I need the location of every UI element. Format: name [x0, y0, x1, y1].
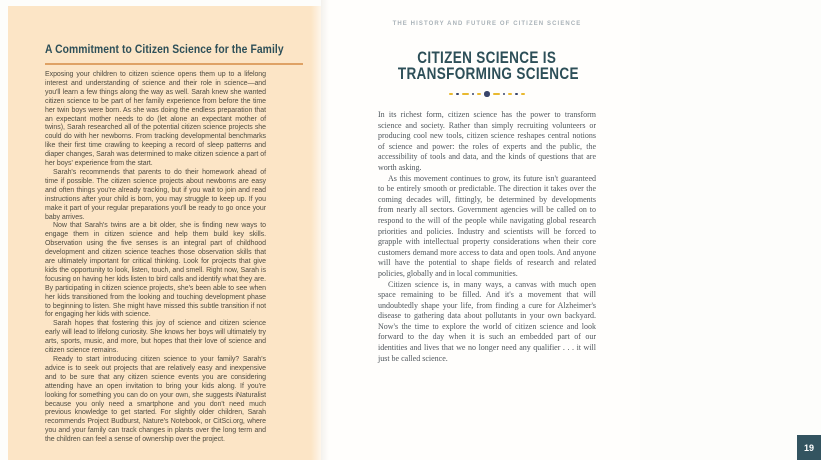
divider-dash-icon — [508, 93, 512, 95]
heading-rule — [45, 63, 303, 65]
divider-dot-icon — [503, 93, 505, 95]
right-page-content — [378, 0, 596, 364]
divider-dot-icon — [472, 93, 474, 95]
divider-dash-icon — [493, 93, 500, 95]
left-page — [8, 6, 321, 460]
title-divider-ornament — [378, 91, 596, 97]
divider-dash-icon — [477, 93, 481, 95]
divider-dot-icon — [515, 93, 517, 95]
left-page-body — [45, 71, 266, 445]
paragraph: Ready to start introducing citizen science to your family? Sarah's advice is to seek out projects that are relatively easy and inexpensive and to be sure that any citizen science events you are considering attending have an open invitation to bring your kids along. If you're looking for something you can do on your own, she suggests iNaturalist because you only need a smartphone and you don't need much previous knowledge to get started. For slightly older children, Sarah recommends Project Budburst, Nature's Notebook, or CitSci.org, where you and your family can track changes in plants over the long term and the children can feel a sense of ownership over the project. — [45, 356, 266, 444]
chapter-title — [378, 51, 596, 82]
paragraph: Exposing your children to citizen science opens them up to a lifelong interest and understanding of science and their role in science—and you'll learn a few things along the way as well. Sarah knew she wanted citizen science to be part of her family experience from before the time her twin boys were born. As she was doing the endless preparation that an expectant mother needs to do (let alone an expectant mother of twins), Sarah researched all of the potential citizen science projects she could do with her newborns. From tracking developmental benchmarks like their first time crawling to keeping a record of sleep patterns and diaper changes, Sarah was determined to make citizen science a part of her boys' experience from the start. — [45, 71, 266, 168]
running-header: THE HISTORY AND FUTURE OF CITIZEN SCIENCE — [392, 21, 582, 27]
chapter-title-line-1: CITIZEN SCIENCE IS — [417, 49, 557, 67]
paragraph: Sarah's recommends that parents to do their homework ahead of time if possible. The citizen science projects about newborns are easy and often things you're already tracking, but if you wait to join and read instructions after your child is born, you may struggle to keep up. If you make it part of your regular preparations you'll be ready to go once your baby arrives. — [45, 168, 266, 221]
section-heading: A Commitment to Citizen Science for the Family — [45, 42, 284, 56]
divider-dash-icon — [462, 93, 469, 95]
paragraph: As this movement continues to grow, its future isn't guaranteed to be entirely smooth or predictable. The direction it takes over the coming decades will, fittingly, be determined by developments from nearly all sectors. Government agencies will be called on to respond to the will of the people while navigating global research priorities and policies. Industry and scientists will be forced to grapple with intellectual property considerations when their core customers demand more access to data and open tools. And anyone will have the potential to shape fields of research and related policies, globally and in local communities. — [378, 173, 596, 278]
paragraph: Sarah hopes that fostering this joy of science and citizen science early will lead to lifelong curiosity. She knows her boys will ultimately try arts, sports, music, and more, but hopes that their love of science and citizen science remains. — [45, 320, 266, 355]
divider-dash-icon — [521, 93, 525, 95]
paragraph: In its richest form, citizen science has the power to transform science and society. Rather than simply recruiting volunteers or producing cool new tools, citizen science reshapes central notions of science and power: the roles of experts and the public, the accessibility of tools and data, and the kinds of questions that are worth asking. — [378, 110, 596, 172]
chapter-title-line-2: TRANSFORMING SCIENCE — [397, 64, 579, 83]
divider-dot-icon — [456, 93, 458, 95]
right-page-body — [378, 110, 596, 364]
paragraph: Citizen science is, in many ways, a canvas with much open space remaining to be filled. And it's a movement that will undoubtedly shape your life, from finding a cure for Alzheimer's disease to gathering data about pollutants in your own backyard. Now's the time to explore the world of citizen science and look forward to the day when it is such an embedded part of our identities and lives that we no longer need any qualifier . . . it will just be called science. — [378, 279, 596, 363]
divider-center-dot-icon — [484, 91, 490, 97]
left-page-content — [45, 40, 303, 445]
page-number-badge: 19 — [797, 435, 821, 460]
divider-dash-icon — [449, 93, 453, 95]
paragraph: Now that Sarah's twins are a bit older, she is finding new ways to engage them in citizen science and help them build key skills. Observation using the five senses is an integral part of childhood development and citizen science teaches those observation skills that are ultimately important for critical thinking. Look for projects that give kids the opportunity to look, listen, touch, and smell. Right now, Sarah is focusing on having her kids listen to bird calls and identify what they are. By participating in citizen science projects, she's been able to see when her kids transitioned from the looking and touching development phase to beginning to listen. She might have missed this subtle transition if not for engaging her kids with science. — [45, 222, 266, 319]
right-page — [321, 0, 814, 460]
